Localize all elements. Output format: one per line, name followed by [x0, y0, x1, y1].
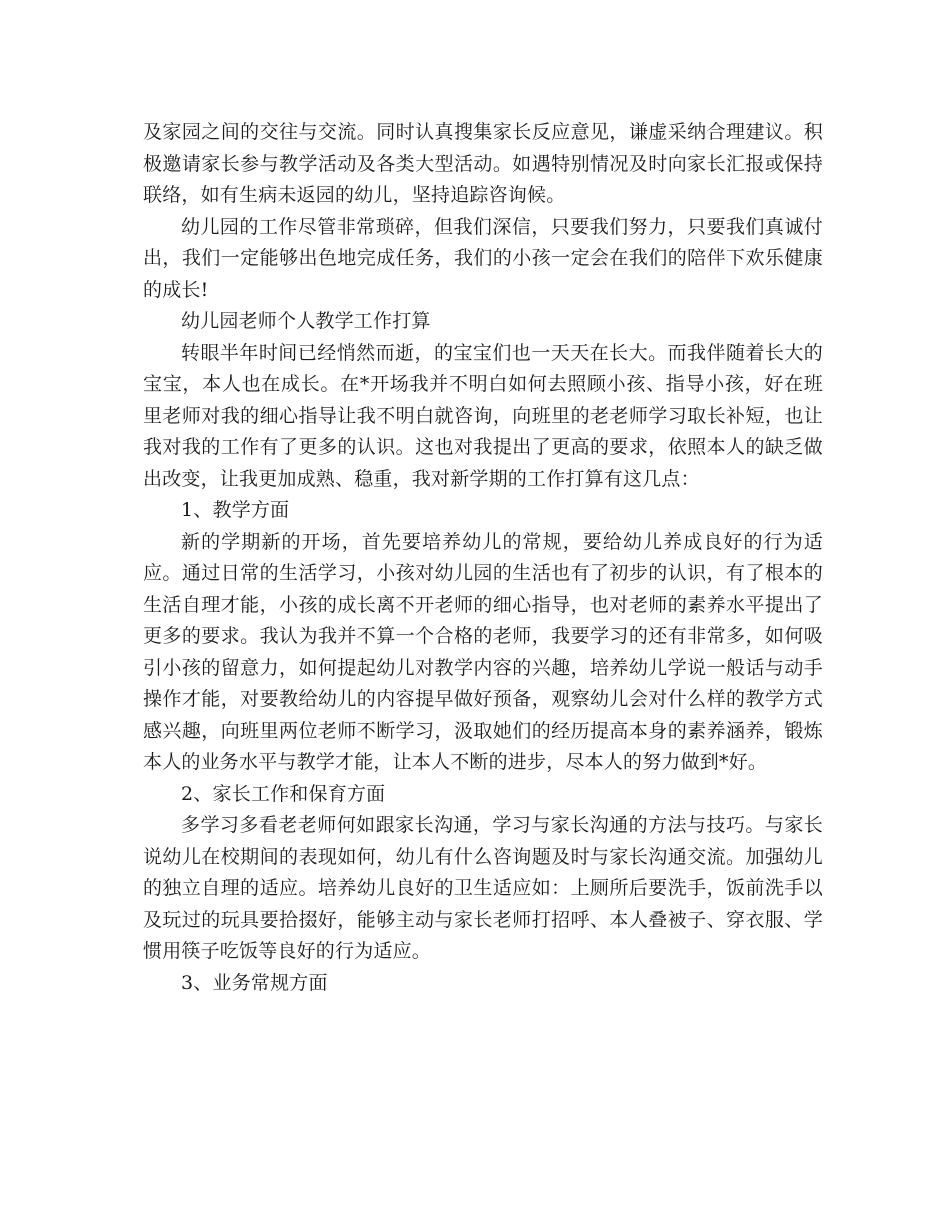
subheading-teaching: 1、教学方面: [181, 499, 290, 521]
paragraph-teaching: 新的学期新的开场，首先要培养幼儿的常规，要给幼儿养成良好的行为适应。通过日常的生活学习，小孩对幼儿园的生活也有了初步的认识，有了根本的生活自理才能，小孩的成长离不开老师的细心指导，也对老师的素养水平提出了更多的要求。我认为我并不算一个合格的老师，我要学习的还有非常多，如何吸引小孩的留意力，如何提起幼儿对教学内容的兴趣，培养幼儿学说一般话与动手操作才能，对要教给幼儿的内容提早做好预备，观察幼儿会对什么样的教学方式感兴趣，向班里两位老师不断学习，汲取她们的经历提高本身的素养涵养，锻炼本人的业务水平与教学才能，让本人不断的进步，尽本人的努力做到*好。: [143, 530, 823, 773]
subheading-routine: 3、业务常规方面: [181, 971, 328, 994]
section-title: 幼儿园老师个人教学工作打算: [181, 310, 431, 332]
paragraph-conclusion: 幼儿园的工作尽管非常琐碎，但我们深信，只要我们努力，只要我们真诚付出，我们一定能够出色地完成任务，我们的小孩一定会在我们的陪伴下欢乐健康的成长!: [143, 215, 823, 301]
paragraph-parents-care: 多学习多看老老师何如跟家长沟通，学习与家长沟通的方法与技巧。与家长说幼儿在校期间的表现如何，幼儿有什么咨询题及时与家长沟通交流。加强幼儿的独立自理的适应。培养幼儿良好的卫生适应如：上厕所后要洗手，饭前洗手以及玩过的玩具要拾掇好，能够主动与家长老师打招呼、本人叠被子、穿衣服、学惯用筷子吃饭等良好的行为适应。: [143, 814, 823, 962]
subheading-parents-care: 2、家长工作和保育方面: [181, 782, 386, 805]
paragraph-continuation: 及家园之间的交往与交流。同时认真搜集家长反应意见，谦虚采纳合理建议。积极邀请家长参与教学活动及各类大型活动。如遇特别情况及时向家长汇报或保持联络，如有生病未返园的幼儿，坚持追踪咨询候。: [143, 121, 823, 206]
paragraph-intro: 转眼半年时间已经悄然而逝，的宝宝们也一天天在长大。而我伴随着长大的宝宝，本人也在成长。在*开场我并不明白如何去照顾小孩、指导小孩，好在班里老师对我的细心指导让我不明白就咨询，向班里的老老师学习取长补短，也让我对我的工作有了更多的认识。这也对我提出了更高的要求，依照本人的缺乏做出改变，让我更加成熟、稳重，我对新学期的工作打算有这几点：: [143, 341, 823, 490]
document-body: [143, 117, 823, 999]
